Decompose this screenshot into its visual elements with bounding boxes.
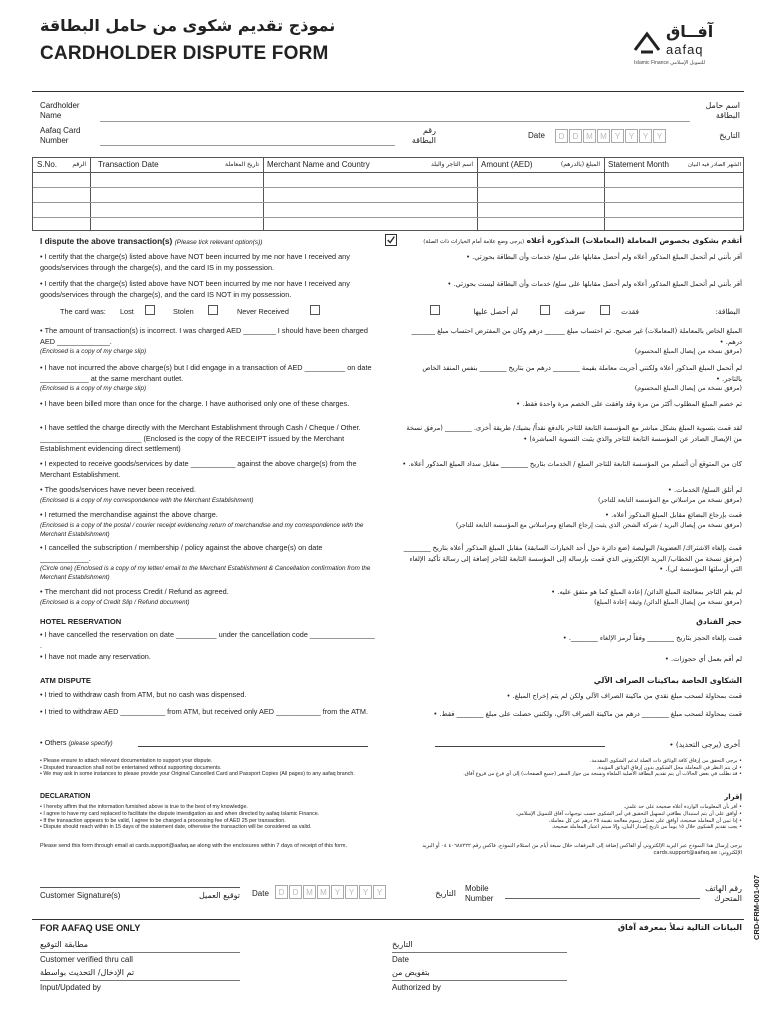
atm-partial-cash-option[interactable]: • I tried to withdraw AED ___________ from ATM, but received only AED ___________ from the ATM. (40, 707, 368, 716)
header-divider (32, 91, 744, 92)
dispute-reason-note-arabic: (مرفق نسخة من إيصال المبلغ الدائن/ وثيقة إعادة المبلغ) (594, 598, 742, 606)
dispute-heading-text-arabic: أتقدم بشكوى بخصوص المعاملة (المعاملات) المذكورة أعلاه (526, 236, 742, 245)
card-stolen-checkbox-arabic[interactable] (540, 305, 550, 315)
dispute-reason-text-arabic: المبلغ الخاص بالمعاملة (المعاملات) غير صحيح. تم احتساب مبلغ ______ درهم وكان من المفترض احتساب مبلغ _______ درهم. (411, 327, 742, 346)
dispute-reason-note: (Enclosed is a copy of Credit Slip / Refund document) (40, 598, 190, 606)
aafaq-logo (632, 22, 742, 72)
dispute-reason-item[interactable]: • I cancelled the subscription / membership / policy against the above charge(s) on date ____________. (Circle one) (Enclosed is a copy of my letter/ email to the Merchant Establishment & Cancellation confirmation from the Merchant Establishment) (40, 543, 375, 582)
input-updated-block (40, 968, 240, 993)
dispute-reason-text: I have been billed more than once for the charge. I have authorised only one of these charges. (44, 399, 350, 408)
declaration-item-arabic: • أقر بأن المعلومات الواردة أعلاه صحيحة على حد علمي. (623, 804, 742, 810)
dispute-reason-item[interactable]: • I have settled the charge directly with the Merchant Establishment through Cash / Cheque / Other. _________________________ (Enclosed is the copy of the RECEIPT issued by the Merchant Establishment evidencing direct settlement) (40, 423, 361, 454)
notes-list-arabic (402, 758, 742, 778)
cardholder-name-field[interactable] (100, 121, 690, 122)
date-digit-box[interactable]: Y (345, 885, 358, 899)
input-updated-label: Input/Updated by (40, 983, 101, 992)
dispute-option-not-incurred-not-in-possession[interactable]: • I certify that the charge(s) listed above have NOT been incurred by me nor have I received any goods/services through the charge(s), and the card IS NOT in my possession. (40, 279, 350, 299)
signature-verification-label-arabic: مطابقة التوقيع (40, 940, 89, 949)
card-lost-checkbox-arabic[interactable] (600, 305, 610, 315)
dispute-reason-note: (Enclosed is a copy of the postal / courier receipt evidencing return of merchandise and my correspondence with the Merchant Establishment) (40, 521, 364, 538)
logo-text: aafaq (666, 42, 704, 57)
column-header-amount (477, 158, 604, 172)
dispute-reason-note: (Enclosed is a copy of my correspondence with the Merchant Establishment) (40, 496, 254, 504)
dispute-reason-text-arabic: قمت بإلغاء الاشتراك/ العضوية/ البوليصة (ضع دائرة حول أحد الخيارات السابقة) مقابل المبلغ المذكور أعلاه بتاريخ ________ (مرفق نسخة من الخطاب/ البريد الإلكتروني الذي قمت بإرساله إلى المؤسسة التابعة للتاجر إضافة إلى رسالة تأكيد الإلغاء التي أرسلتها المؤسسة لي). (403, 544, 742, 574)
card-number-label: Aafaq Card Number (40, 126, 81, 145)
dispute-reason-item[interactable]: • The merchant did not process Credit / Refund as agreed. (Enclosed is a copy of Credit Slip / Refund document) (40, 587, 375, 607)
dispute-reason-item[interactable]: • I have been billed more than once for the charge. I have authorised only one of these charges. (40, 399, 350, 408)
dispute-reason-text-arabic: كان من المتوقع أن أتسلم من المؤسسة التابعة للتاجر السلع / الخدمات بتاريخ ________ مقابل سداد المبلغ المذكور أعلاه. (408, 460, 742, 468)
hotel-cancelled-option-arabic[interactable]: قمت بإلغاء الحجز بتاريخ ________ وفقاً لرمز الإلغاء ________. • (562, 634, 742, 642)
card-status-label: The card was: (60, 307, 106, 316)
authorized-by-label-arabic: بتفويض من (392, 968, 430, 977)
date-digit-box[interactable]: Y (639, 129, 652, 143)
date-digit-box[interactable]: M (303, 885, 316, 899)
dispute-reason-text: The merchant did not process Credit / Refund as agreed. (44, 587, 229, 596)
dispute-reason-item[interactable]: • The amount of transaction(s) is incorrect. I was charged AED ________ I should have been charged AED _____________. (Enclosed is a copy of my charge slip) (40, 326, 375, 356)
date-digit-box[interactable]: M (583, 129, 596, 143)
hotel-heading: HOTEL RESERVATION (40, 617, 122, 626)
dispute-reason-note: (Enclosed is a copy of my charge slip) (40, 348, 147, 356)
card-lost-checkbox[interactable] (145, 305, 155, 315)
dispute-reason-note: (Circle one) (Enclosed is a copy of my letter/ email to the Merchant Establishment & Cancellation confirmation from the Merchant Establishment) (40, 565, 371, 582)
dispute-reason-text-arabic: تم خصم المبلغ المطلوب أكثر من مرة وقد وافقت على الخصم مرة واحدة فقط. (522, 400, 742, 408)
card-status-label-arabic: البطاقة: (715, 307, 740, 316)
dispute-reason-text: The amount of transaction(s) is incorrect. I was charged AED ________ I should have been charged AED _____________. (40, 326, 368, 346)
dispute-reason-item[interactable]: • I have not incurred the above charge(s) but I did engage in a transaction of AED __________ on date ____________ at the same merchant outlet. (Enclosed is a copy of my charge slip) (40, 363, 375, 393)
column-header-statement-month (604, 158, 745, 172)
date-label-arabic: التاريخ (719, 131, 740, 140)
mobile-number-label-arabic: رقم الهاتف المتحرك (705, 884, 742, 903)
declaration-item: • If the transaction appears to be valid, I agree to be charged a processing fee of AED 25 per transaction. (40, 817, 286, 824)
card-never-received-checkbox[interactable] (310, 305, 320, 315)
signature-verification-block (40, 940, 240, 965)
declaration-list-arabic (402, 804, 742, 831)
note-item-arabic: • قد نطلب في بعض الحالات أن يتم تقديم البطاقة الأصلية الملغاة ونسخة من جواز السفر (جميع الصفحات) إلى أي فرع من فروع آفاق. (463, 771, 742, 777)
declaration-item-arabic: • يجب تقديم الشكوى خلال ١٥ يوماً من تاريخ إصدار البيان، وإلا سيتم اعتبار المعاملة صحيحة. (551, 824, 742, 831)
date-digit-box[interactable]: Y (653, 129, 666, 143)
dispute-reason-note-arabic: (مرفق نسخة من إيصال المبلغ المحسوم) (634, 385, 742, 393)
dispute-reason-item-arabic[interactable]: قمت بإلغاء الاشتراك/ العضوية/ البوليصة (ضع دائرة حول أحد الخيارات السابقة) مقابل المبلغ المذكور أعلاه بتاريخ ________ (مرفق نسخة من الخطاب/ البريد الإلكتروني الذي قمت بإرساله إلى المؤسسة التابعة للتاجر إضافة إلى رسالة تأكيد الإلغاء التي أرسلتها المؤسسة لي). • (403, 544, 742, 574)
office-use-heading-arabic: البيانات التالية تملأ بمعرفة آفاق (617, 923, 742, 932)
merchant-label: Merchant Name and Country (267, 160, 370, 169)
dispute-reason-text: I have settled the charge directly with the Merchant Establishment through Cash / Cheque / Other. _________________________ (Enclosed is the copy of the RECEIPT issued by the Merchant Establishment evidencing direct settlement) (40, 423, 361, 454)
mobile-number-label: Mobile Number (465, 884, 494, 903)
office-use-heading: FOR AAFAQ USE ONLY (40, 923, 141, 933)
declaration-item-arabic: • إذا تبين أن المعاملة صحيحة، أوافق على تحمل رسوم معالجة بقيمة ٢٥ درهم عن كل معاملة. (548, 817, 742, 824)
dispute-option-not-incurred-in-possession[interactable]: • I certify that the charge(s) listed above have NOT been incurred by me nor have I received any goods/services through the charge(s), and the card IS in my possession. (40, 252, 350, 272)
note-item: • Please ensure to attach relevant documentation to support your dispute. (40, 758, 213, 764)
cardholder-name-label-arabic: اسم حامل البطاقة (705, 101, 740, 120)
office-date-block (392, 940, 567, 965)
dispute-reason-text: I returned the merchandise against the above charge. (44, 510, 218, 519)
dispute-reason-text: I expected to receive goods/services by date ___________ against the above charge(s) from the Merchant Establishment. (40, 459, 357, 479)
amount-label-arabic: المبلغ (بالدرهم) (560, 161, 600, 168)
atm-others-field[interactable] (138, 746, 368, 747)
declaration-item: • Dispute should reach within in 15 days of the statement date, otherwise the transaction will be considered as valid. (40, 824, 312, 831)
statement-month-label: Statement Month (608, 160, 669, 169)
send-instructions-arabic: يرجى إرسال هذا النموذج عبر البريد الإلكتروني أو الفاكس إضافة إلى المرفقات خلال سبعة أيام من استلام النموذج. فاكس رقم ٤٠٦٨٨٢٢٢ ٠٤ أو البريد الإلكتروني: cards.support@aafaq.ae (422, 843, 742, 856)
card-stolen-label-arabic: سرقت (564, 307, 585, 316)
dispute-reason-item-arabic[interactable]: لم يقم التاجر بمعالجة المبلغ الدائن/ إعادة المبلغ كما هو متفق عليه. • (مرفق نسخة من إيصال المبلغ الدائن/ وثيقة إعادة المبلغ) (402, 587, 742, 607)
note-item-arabic: • لن يتم النظر في المعاملة محل الشكوى بدون إرفاق الوثائق المؤيدة. (596, 764, 742, 771)
dispute-heading (40, 236, 262, 247)
card-never-received-label: Never Received (237, 307, 289, 316)
form-title: CARDHOLDER DISPUTE FORM (40, 43, 329, 64)
card-lost-label-arabic: فقدت (621, 307, 639, 316)
card-stolen-checkbox[interactable] (208, 305, 218, 315)
card-stolen-label: Stolen (173, 307, 194, 316)
date-digit-box[interactable]: M (597, 129, 610, 143)
signature-line[interactable] (40, 887, 240, 888)
logo-tagline: Islamic Finance للتمويل الإسلامي (634, 60, 706, 66)
dispute-reason-item[interactable]: • I expected to receive goods/services by date ___________ against the above charge(s) from the Merchant Establishment. (40, 459, 357, 479)
atm-others-field-arabic[interactable] (435, 746, 605, 747)
dispute-heading-note-arabic: (يرجى وضع علامة أمام الخيارات ذات الصلة) (423, 239, 525, 245)
date-digit-box[interactable]: D (289, 885, 302, 899)
dispute-reason-item[interactable]: • I returned the merchandise against the above charge. (Enclosed is a copy of the postal / courier receipt evidencing return of merchandise and my correspondence with the Merchant Establishment) (40, 510, 375, 539)
input-updated-label-arabic: تم الإدخال/ التحديث بواسطة (40, 968, 135, 977)
dispute-heading-text: I dispute the above transaction(s) (40, 236, 173, 246)
dispute-reason-text: I cancelled the subscription / membership / policy against the above charge(s) on date ____________. (40, 543, 323, 563)
dispute-reason-item-arabic[interactable]: لم أتلق السلع/ الخدمات. • (مرفق نسخة من مراسلاتي مع المؤسسة التابعة للتاجر) (402, 485, 742, 505)
dispute-reason-text-arabic: قمت بإرجاع البضائع مقابل المبلغ المذكور أعلاه. (611, 511, 742, 519)
form-title-arabic: نموذج تقديم شكوى من حامل البطاقة (40, 16, 336, 35)
hotel-cancelled-option[interactable]: • I have cancelled the reservation on date __________ under the cancellation code ________________ . (40, 630, 375, 650)
date-digit-box[interactable]: Y (611, 129, 624, 143)
card-never-received-label-arabic: لم أحصل عليها (473, 307, 518, 316)
merchant-label-arabic: اسم التاجر والبلد (431, 161, 473, 168)
date-digit-box[interactable]: Y (359, 885, 372, 899)
declaration-heading: DECLARATION (40, 793, 91, 800)
date-digit-box[interactable]: M (317, 885, 330, 899)
date-digit-box[interactable]: Y (373, 885, 386, 899)
date-digit-box[interactable]: D (569, 129, 582, 143)
dispute-reason-text-arabic: لقد قمت بتسوية المبلغ بشكل مباشر مع المؤسسة التابعة للتاجر بالدفع نقداً/ بشيك/ طريقة أخرى. ________ (مرفق نسخة من الإيصال الصادر عن المؤسسة التابعة للتاجر والذي يثبت التسوية المباشرة) (406, 424, 742, 443)
statement-month-label-arabic: الشهر الصادر فيه البيان (687, 162, 741, 168)
dispute-reason-text-arabic: لم أتحمل المبلغ المذكور أعلاه ولكنني أجريت معاملة بقيمة ________ درهم من بتاريخ ________ بنفس المنفذ الخاص بالتاجر. (422, 364, 742, 383)
declaration-item-arabic: • أوافق على أن يتم استبدال بطاقتي لتسهيل التحقيق في أمر الشكوى حسب توجيهات آفاق للتمويل الإسلامي. (515, 810, 742, 817)
card-number-field[interactable] (100, 145, 395, 146)
transaction-date-label-arabic: تاريخ المعاملة (225, 161, 259, 168)
office-divider (32, 919, 744, 920)
column-header-sno (33, 158, 90, 172)
dispute-option-not-incurred-not-in-possession-arabic[interactable]: أقر بأنني لم أتحمل المبلغ المذكور أعلاه ولم أحصل مقابلها على سلع/ خدمات وأن البطاقة ليست بحوزتي. • (447, 280, 742, 288)
declaration-item: • I hereby affirm that the information furnished above is true to the best of my knowledge. (40, 804, 248, 810)
dispute-reason-item[interactable]: • The goods/services have never been received. (Enclosed is a copy of my correspondence with the Merchant Establishment) (40, 485, 375, 505)
office-date-label-arabic: التاريخ (392, 940, 413, 949)
form-code: CRD-FRM-001-007 (752, 874, 761, 940)
note-item: • We may ask in some instances to please provide your Original Cancelled Card and Passport Copies (All pages) to any aafaq branch. (40, 771, 355, 777)
dispute-reason-text-arabic: لم يقم التاجر بمعالجة المبلغ الدائن/ إعادة المبلغ كما هو متفق عليه. (557, 588, 742, 596)
atm-others-label-arabic: أخرى (يرجى التحديد) • (669, 740, 740, 749)
dispute-reason-item-arabic[interactable]: كان من المتوقع أن أتسلم من المؤسسة التابعة للتاجر السلع / الخدمات بتاريخ ________ مقابل سداد المبلغ المذكور أعلاه. • (402, 460, 742, 468)
date-digit-box[interactable]: Y (625, 129, 638, 143)
dispute-reason-note-arabic: (مرفق نسخة من إيصال البريد / شركة الشحن الذي يثبت إرجاع البضائع ومراسلاتي مع المؤسسة التابعة للتاجر) (455, 521, 742, 529)
dispute-reason-note: (Enclosed is a copy of my charge slip) (40, 385, 147, 393)
signature-date-label-arabic: التاريخ (435, 889, 456, 898)
cardholder-name-label: Cardholder Name (40, 101, 80, 120)
date-label: Date (528, 131, 545, 140)
column-header-transaction-date (90, 158, 263, 172)
amount-label: Amount (AED) (481, 160, 533, 169)
note-item: • Disputed transaction shall not be entertained without supporting documents. (40, 764, 222, 771)
dispute-reason-item-arabic[interactable]: لقد قمت بتسوية المبلغ بشكل مباشر مع المؤسسة التابعة للتاجر بالدفع نقداً/ بشيك/ طريقة أخرى. ________ (مرفق نسخة من الإيصال الصادر عن المؤسسة التابعة للتاجر والذي يثبت التسوية المباشرة) • (406, 424, 742, 443)
logo-text-arabic: آفــاق (666, 22, 714, 41)
hotel-heading-arabic: حجز الفنادق (696, 617, 742, 626)
dispute-reason-note-arabic: (مرفق نسخة من إيصال المبلغ المحسوم) (634, 348, 742, 356)
dispute-reason-text: I have not incurred the above charge(s) but I did engage in a transaction of AED __________ on date ____________ at the same merchant outlet. (40, 363, 372, 383)
checkmark-icon (386, 235, 396, 245)
declaration-heading-arabic: إقرار (724, 793, 742, 801)
dispute-heading-note: (Please tick relevant option(s)) (174, 239, 263, 246)
hotel-no-reservation-option-arabic[interactable]: لم أقم بعمل أي حجوزات. • (664, 655, 742, 663)
atm-others-option[interactable]: • Others (please specify) (40, 738, 113, 747)
dispute-reason-item-arabic[interactable]: تم خصم المبلغ المطلوب أكثر من مرة وقد وافقت على الخصم مرة واحدة فقط. • (516, 400, 742, 408)
sno-label: S.No. (37, 160, 58, 169)
atm-heading-arabic: الشكاوى الخاصة بماكينات الصراف الآلي (593, 676, 742, 685)
dispute-reason-text-arabic: لم أتلق السلع/ الخدمات. (673, 486, 742, 494)
atm-no-cash-option[interactable]: • I tried to withdraw cash from ATM, but no cash was dispensed. (40, 690, 247, 699)
date-digit-box[interactable]: Y (331, 885, 344, 899)
date-input[interactable] (555, 129, 667, 143)
atm-partial-cash-option-arabic[interactable]: قمت بمحاولة لسحب مبلغ ________ درهم من ماكينة الصراف الآلي، ولكنني حصلت على مبلغ ________ فقط. • (433, 710, 742, 718)
dispute-reason-item-arabic[interactable]: لم أتحمل المبلغ المذكور أعلاه ولكنني أجريت معاملة بقيمة ________ درهم من بتاريخ ________ بنفس المنفذ الخاص بالتاجر. • (مرفق نسخة من إيصال المبلغ المحسوم) (402, 363, 742, 393)
sno-label-arabic: الرقم (72, 161, 86, 168)
office-date-label: Date (392, 955, 409, 964)
declaration-list (40, 804, 385, 831)
transaction-date-label: Transaction Date (98, 160, 159, 169)
notes-list (40, 758, 380, 778)
signature-date-input[interactable] (275, 885, 387, 899)
atm-no-cash-option-arabic[interactable]: قمت بمحاولة لسحب مبلغ نقدي من ماكينة الصراف الآلي ولكن لم يتم إخراج المبلغ. • (506, 692, 742, 700)
hotel-no-reservation-option[interactable]: • I have not made any reservation. (40, 652, 151, 661)
customer-verified-label: Customer verified thru call (40, 955, 133, 964)
dispute-checkbox[interactable] (385, 234, 397, 246)
atm-heading: ATM DISPUTE (40, 676, 91, 685)
card-number-label-arabic: رقم البطاقة (411, 126, 436, 145)
dispute-option-not-incurred-in-possession-arabic[interactable]: أقر بأنني لم أتحمل المبلغ المذكور أعلاه ولم أحصل مقابلها على سلع/ خدمات وأن البطاقة بحوزتي. • (466, 253, 742, 261)
card-never-received-checkbox-arabic[interactable] (430, 305, 440, 315)
card-lost-label: Lost (120, 307, 134, 316)
customer-signature-label-arabic: توقيع العميل (198, 891, 240, 900)
transactions-table (32, 157, 744, 231)
dispute-reason-text: The goods/services have never been received. (44, 485, 196, 494)
date-digit-box[interactable]: D (275, 885, 288, 899)
declaration-item: • I agree to have my card replaced to facilitate the dispute investigation as and when directed by aafaq Islamic Finance. (40, 810, 320, 817)
authorized-by-label: Authorized by (392, 983, 441, 992)
aafaq-logo-icon (632, 30, 662, 56)
dispute-heading-arabic (408, 236, 742, 246)
note-item-arabic: • يرجى التحقق من إرفاق كافة الوثائق ذات الصلة لدعم الشكوى المقدمة. (589, 758, 742, 764)
send-instructions: Please send this form through email at cards.support@aafaq.ae along with the enclosures within 7 days of receipt of this form. (40, 843, 348, 849)
dispute-reason-item-arabic[interactable]: المبلغ الخاص بالمعاملة (المعاملات) غير صحيح. تم احتساب مبلغ ______ درهم وكان من المفترض احتساب مبلغ _______ درهم. • (مرفق نسخة من إيصال المبلغ المحسوم) (402, 326, 742, 356)
customer-signature-label: Customer Signature(s) (40, 891, 121, 900)
signature-date-label: Date (252, 889, 269, 898)
dispute-reason-note-arabic: (مرفق نسخة من مراسلاتي مع المؤسسة التابعة للتاجر) (597, 496, 742, 504)
authorized-by-block (392, 968, 567, 993)
dispute-reason-item-arabic[interactable]: قمت بإرجاع البضائع مقابل المبلغ المذكور أعلاه. • (مرفق نسخة من إيصال البريد / شركة الشحن الذي يثبت إرجاع البضائع ومراسلاتي مع المؤسسة التابعة للتاجر) (402, 510, 742, 530)
mobile-number-field[interactable] (505, 898, 700, 899)
column-header-merchant (263, 158, 477, 172)
date-digit-box[interactable]: D (555, 129, 568, 143)
